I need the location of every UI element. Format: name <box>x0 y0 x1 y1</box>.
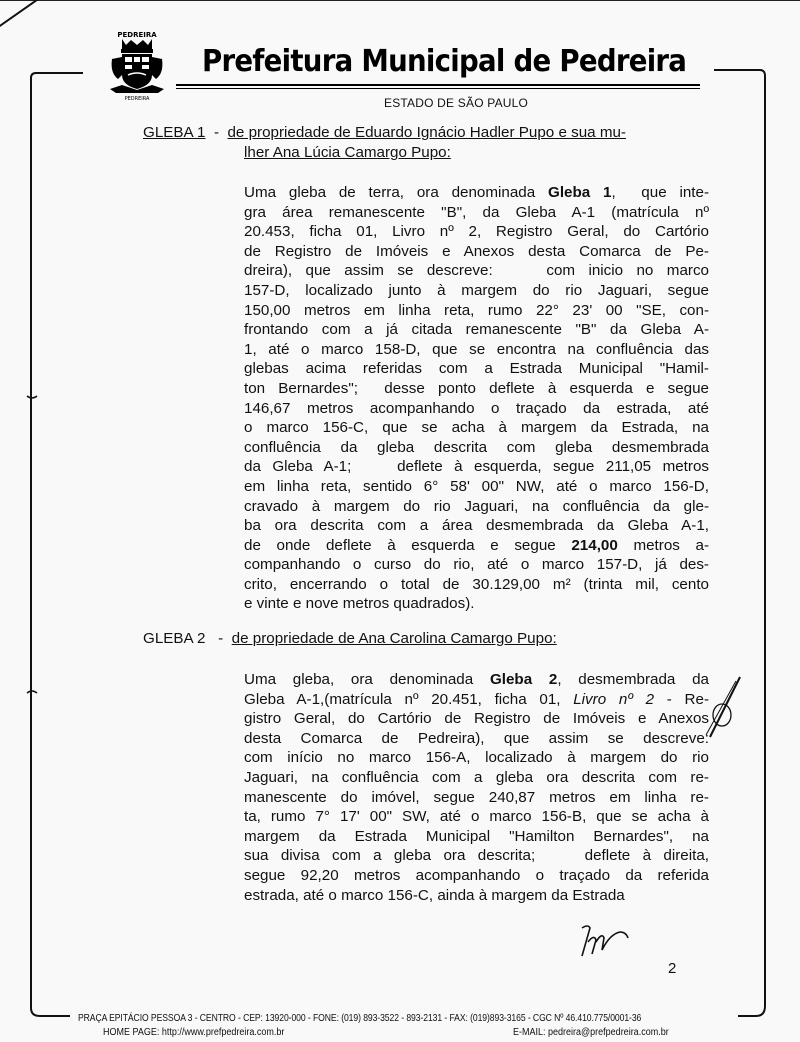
footer-email[interactable]: E-MAIL: pedreira@prefpedreira.com.br <box>513 1027 669 1038</box>
text-line: sua divisa com a gleba ora descrita; deflete à direita, <box>244 847 709 865</box>
text-line: desta Comarca de Pedreira), que assim se descreve: <box>244 729 709 747</box>
text-line: 146,67 metros acompanhando o traçado da estrada, até <box>244 399 709 417</box>
title-underline-thin <box>176 88 700 89</box>
gleba2-heading <box>143 629 557 649</box>
signature-initials-icon <box>700 673 750 743</box>
svg-text:PEDREIRA: PEDREIRA <box>124 96 150 101</box>
text-line: segue 92,20 metros acompanhando o traçado da referida <box>244 866 709 884</box>
svg-text:PEDREIRA: PEDREIRA <box>117 31 157 39</box>
text-line: Jaguari, na confluência com a gleba ora descrita com re- <box>244 768 709 786</box>
text-line: e vinte e nove metros quadrados). <box>244 595 475 613</box>
text-line: confluência da gleba descrita com gleba desmembrada <box>244 438 709 456</box>
gleba1-description <box>244 183 709 614</box>
gleba1-label: GLEBA 1 <box>143 124 206 141</box>
title-underline <box>176 84 700 86</box>
text-line: frontando com a já citada remanescente "B" da Gleba A- <box>244 321 709 339</box>
text-line: gistro Geral, do Cartório de Registro de Imóveis e Anexos <box>244 710 709 728</box>
text-line: manescente do imóvel, segue 240,87 metros em linha re- <box>244 788 709 806</box>
gleba1-heading <box>143 123 626 143</box>
text-line: o marco 156-C, que se acha à margem da Estrada, na <box>244 419 709 437</box>
text-line: de Registro de Imóveis e Anexos desta Comarca de Pe- <box>244 242 709 260</box>
gleba2-owner: de propriedade de Ana Carolina Camargo Pupo: <box>231 630 557 647</box>
text-line: com início no marco 156-A, localizado à margem do rio <box>244 749 709 767</box>
text-line: 157-D, localizado junto à margem do rio Jaguari, segue <box>244 281 709 299</box>
text-line: glebas acima referidas com a Estrada Municipal "Hamil- <box>244 360 709 378</box>
text-line: da Gleba A-1; deflete à esquerda, segue 211,05 metros <box>244 458 709 476</box>
text-line: 1, até o marco 158-D, que se encontra na confluência das <box>244 340 709 358</box>
gleba1-owner-cont: lher Ana Lúcia Camargo Pupo: <box>244 144 451 161</box>
text-line: ta, rumo 7° 17' 00" SW, até o marco 156-B, que se acha à <box>244 808 709 826</box>
text-line: cravado à margem do rio Jaguari, na confluência da gle- <box>244 497 709 515</box>
text-line: estrada, até o marco 156-C, ainda à margem da Estrada <box>244 886 625 904</box>
page-number: 2 <box>668 960 677 977</box>
coat-of-arms-icon <box>108 29 166 101</box>
bold-term: Gleba 1 <box>548 184 612 201</box>
state-subtitle: ESTADO DE SÃO PAULO <box>384 96 529 110</box>
text-line: margem da Estrada Municipal "Hamilton Bernardes", na <box>244 827 709 845</box>
text-line: companhando o curso do rio, até o marco 157-D, já des- <box>244 556 709 574</box>
text-line: ba ora descrita com a área desmembrada da Gleba A-1, <box>244 517 709 535</box>
text-line: gra área remanescente "B", da Gleba A-1 (matrícula nº <box>244 203 709 221</box>
gleba2-label: GLEBA 2 <box>143 630 206 647</box>
gleba2-separator: - <box>218 630 224 647</box>
text-line: ton Bernardes"; desse ponto deflete à esquerda e segue <box>244 379 709 397</box>
bold-term: 214,00 <box>571 536 618 554</box>
footer-homepage[interactable]: HOME PAGE: http://www.prefpedreira.com.br <box>103 1027 285 1038</box>
text-line: crito, encerrando o total de 30.129,00 m² (trinta mil, cento <box>244 575 709 593</box>
gleba1-owner: de propriedade de Eduardo Ignácio Hadler Pupo e sua mu- <box>227 124 626 141</box>
text-line: de onde deflete à esquerda e segue 214,00 metros a- <box>244 536 710 554</box>
text-line: dreira), que assim se descreve: com inicio no marco <box>244 262 709 280</box>
bold-term: Gleba 2 <box>489 671 558 688</box>
text-line: 20.453, ficha 01, Livro nº 2, Registro Geral, do Cartório <box>244 223 709 241</box>
footer-address: PRAÇA EPITÁCIO PESSOA 3 - CENTRO - CEP: 13920-000 - FONE: (019) 893-3522 - 893-2131 - FAX: (019)893-3165 - CGC Nº 46.410.775/0001-36 <box>78 1012 642 1024</box>
page-title: Prefeitura Municipal de Pedreira <box>202 44 687 79</box>
gleba1-separator: - <box>213 124 219 141</box>
text-line: Uma gleba, ora denominada Gleba 2, desmembrada da <box>244 671 709 688</box>
text-line: em linha reta, sentido 6° 58' 00" NW, até o marco 156-D, <box>244 477 709 495</box>
text-line: Gleba A-1,(matrícula nº 20.451, ficha 01, Livro nº 2 - Re- <box>244 690 709 708</box>
text-line: 150,00 metros em linha reta, rumo 22° 23' 00 "SE, con- <box>244 301 709 319</box>
italic-term: Livro nº 2 <box>573 690 655 708</box>
text-line: Uma gleba de terra, ora denominada Gleba 1, que inte- <box>244 184 710 201</box>
signature-rubric-icon <box>576 920 636 960</box>
gleba2-description <box>244 670 709 905</box>
